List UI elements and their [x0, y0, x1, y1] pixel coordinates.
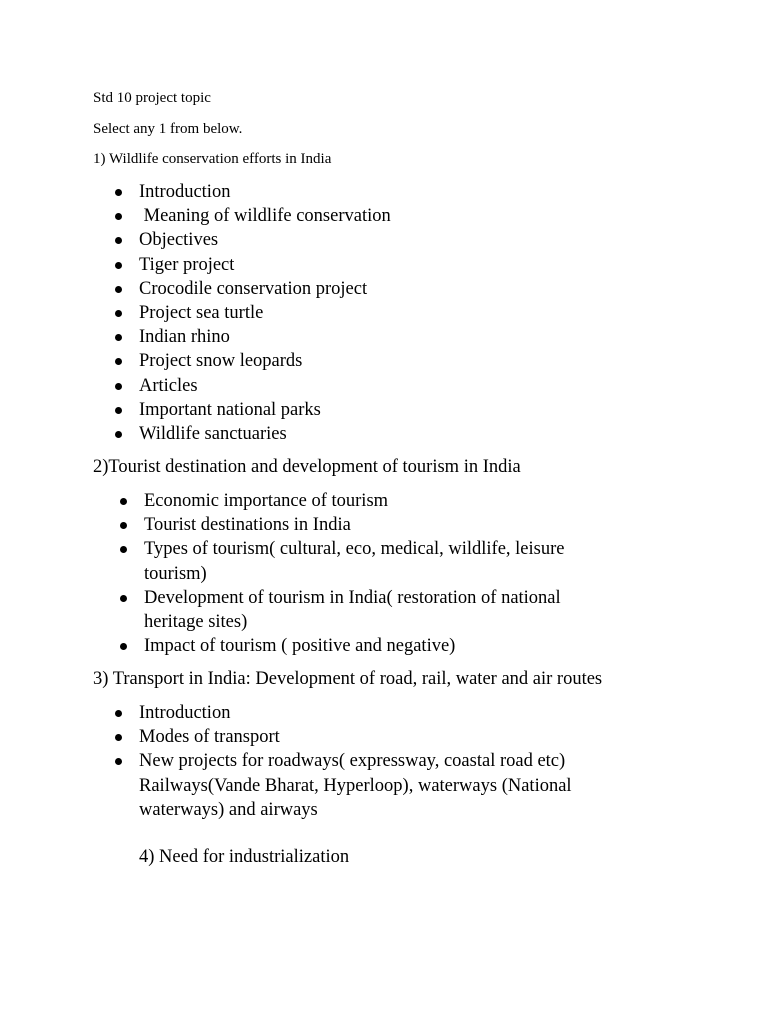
list-item: Economic importance of tourism [144, 489, 624, 513]
list-item: Indian rhino [139, 325, 699, 349]
list-item: Objectives [139, 228, 699, 252]
topic-2-list [144, 489, 624, 658]
bullet-icon [115, 262, 122, 269]
topic-3-heading: 3) Transport in India: Development of road, rail, water and air routes [93, 669, 603, 689]
bullet-icon [120, 595, 127, 602]
bullet-icon [115, 189, 122, 196]
list-item: Important national parks [139, 398, 699, 422]
bullet-icon [115, 310, 122, 317]
topic-3-list [139, 701, 639, 822]
bullet-icon [115, 286, 122, 293]
list-item: Tourist destinations in India [144, 513, 624, 537]
list-item: Wildlife sanctuaries [139, 422, 699, 446]
topic-1-list [139, 180, 699, 446]
bullet-icon [120, 546, 127, 553]
list-item: Crocodile conservation project [139, 277, 699, 301]
bullet-icon [115, 358, 122, 365]
bullet-icon [115, 334, 122, 341]
topic-1-heading: 1) Wildlife conservation efforts in India [93, 151, 332, 167]
list-item: Impact of tourism ( positive and negative) [144, 634, 624, 658]
bullet-icon [115, 710, 122, 717]
instruction-text: Select any 1 from below. [93, 121, 243, 137]
topic-2-heading: 2)Tourist destination and development of tourism in India [93, 457, 521, 477]
bullet-icon [115, 213, 122, 220]
list-item: Project snow leopards [139, 349, 699, 373]
list-item: Tiger project [139, 253, 699, 277]
document-title: Std 10 project topic [93, 90, 211, 106]
bullet-icon [120, 498, 127, 505]
topic-4-heading: 4) Need for industrialization [139, 847, 350, 867]
list-item: Articles [139, 374, 699, 398]
list-item: Meaning of wildlife conservation [139, 204, 699, 228]
bullet-icon [115, 237, 122, 244]
list-item: Modes of transport [139, 725, 639, 749]
bullet-icon [120, 643, 127, 650]
list-item: Development of tourism in India( restoration of national heritage sites) [144, 586, 624, 634]
list-item: Introduction [139, 180, 699, 204]
bullet-icon [115, 407, 122, 414]
bullet-icon [115, 734, 122, 741]
list-item: New projects for roadways( expressway, coastal road etc) Railways(Vande Bharat, Hyperloop), waterways (National waterways) and airways [139, 749, 639, 822]
list-item: Project sea turtle [139, 301, 699, 325]
bullet-icon [115, 383, 122, 390]
list-item: Types of tourism( cultural, eco, medical, wildlife, leisure tourism) [144, 537, 624, 585]
list-item: Introduction [139, 701, 639, 725]
bullet-icon [115, 758, 122, 765]
bullet-icon [115, 431, 122, 438]
bullet-icon [120, 522, 127, 529]
